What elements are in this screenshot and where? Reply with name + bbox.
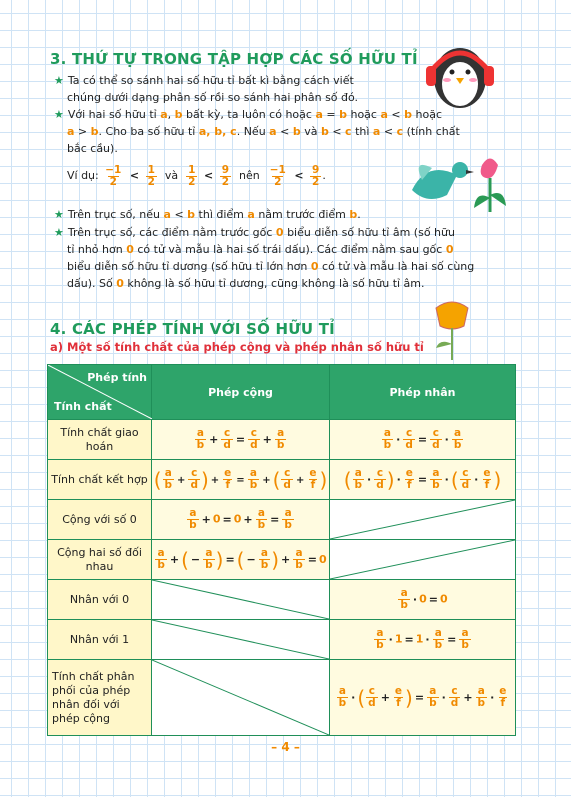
formula-mul-associative: ( $\frac{a}{b}$ · $\frac{c}{d}$ ) · $\frac{e}{f}$ = $\frac{a}{b}$ · ( $\frac{c}{d}$ · $\frac{e}{f}$ ): [330, 460, 516, 500]
header-addition: Phép cộng: [152, 365, 330, 420]
table-corner-cell: Phép tính Tính chất: [48, 365, 152, 420]
flower-icon: [428, 300, 476, 362]
empty-cell: [152, 620, 330, 660]
properties-table: [47, 364, 516, 736]
formula-add-opposites: $\frac{a}{b}$ + ( − $\frac{a}{b}$ ) = ( − $\frac{a}{b}$ ) + $\frac{a}{b}$ = 0: [152, 540, 330, 580]
formula-mul-commutative: $\frac{a}{b}$ · $\frac{c}{d}$ = $\frac{c}{d}$ · $\frac{a}{b}$: [330, 420, 516, 460]
example-line: Ví dụ: $\frac{-1}{2}$ < $\frac{1}{2}$ và $\frac{1}{2}$ < $\frac{9}{2}$ nên $\frac{-1}{2}$ < $\frac{9}{2}$ .: [67, 163, 326, 188]
empty-cell: [330, 500, 516, 540]
row-label-associative: Tính chất kết hợp: [48, 460, 152, 500]
bullet-3: ★ Trên trục số, nếu a < b thì điểm a nằm trước điểm b.: [54, 208, 361, 221]
row-label-mul-one: Nhân với 1: [48, 620, 152, 660]
header-multiplication: Phép nhân: [330, 365, 516, 420]
formula-mul-zero: $\frac{a}{b}$ · 0 = 0: [330, 580, 516, 620]
row-label-mul-zero: Nhân với 0: [48, 580, 152, 620]
empty-cell: [330, 540, 516, 580]
bullet-4: ★ Trên trục số, các điểm nằm trước gốc 0 biểu diễn số hữu tỉ âm (số hữu tỉ nhỏ hơn 0 có tử và mẫu là hai số trái dấu). Các điểm nằm sau gốc 0 biểu diễn số hữu tỉ dương (số hữu tỉ lớn hơn 0 có tử và mẫu là hai số cùng dấu). Số 0 không là số hữu tỉ dương, cũng không là số hữu tỉ âm.: [54, 226, 475, 290]
row-label-add-zero: Cộng với số 0: [48, 500, 152, 540]
section4-title: 4. CÁC PHÉP TÍNH VỚI SỐ HỮU TỈ: [50, 320, 335, 338]
formula-add-associative: ( $\frac{a}{b}$ + $\frac{c}{d}$ ) + $\frac{e}{f}$ = $\frac{a}{b}$ + ( $\frac{c}{d}$ + $\frac{e}{f}$ ): [152, 460, 330, 500]
star-icon: ★: [54, 226, 64, 239]
star-icon: ★: [54, 108, 64, 121]
star-icon: ★: [54, 74, 64, 87]
bullet-1: ★ Ta có thể so sánh hai số hữu tỉ bất kì bằng cách viết chúng dưới dạng phân số rồi so sánh hai phân số đó.: [54, 74, 359, 104]
formula-distributive: $\frac{a}{b}$ · ( $\frac{c}{d}$ + $\frac{e}{f}$ ) = $\frac{a}{b}$ · $\frac{c}{d}$ + $\frac{a}{b}$ · $\frac{e}{f}$: [330, 660, 516, 736]
empty-cell: [152, 580, 330, 620]
empty-cell: [152, 660, 330, 736]
section4-subtitle: a) Một số tính chất của phép cộng và phép nhân số hữu tỉ: [50, 340, 424, 354]
formula-add-commutative: $\frac{a}{b}$ + $\frac{c}{d}$ = $\frac{c}{d}$ + $\frac{a}{b}$: [152, 420, 330, 460]
row-label-commutative: Tính chất giao hoán: [48, 420, 152, 460]
formula-mul-one: $\frac{a}{b}$ · 1 = 1 · $\frac{a}{b}$ = $\frac{a}{b}$: [330, 620, 516, 660]
formula-add-zero: $\frac{a}{b}$ + 0 = 0 + $\frac{a}{b}$ = $\frac{a}{b}$: [152, 500, 330, 540]
bullet-2: ★ Với hai số hữu tỉ a, b bất kỳ, ta luôn có hoặc a = b hoặc a < b hoặc a > b. Cho ba số hữu tỉ a, b, c. Nếu a < b và b < c thì a < c (tính chất bắc cầu).: [54, 108, 460, 155]
section3-title: 3. THỨ TỰ TRONG TẬP HỢP CÁC SỐ HỮU TỈ: [50, 50, 418, 68]
star-icon: ★: [54, 208, 64, 221]
row-label-distributive: Tính chất phân phối của phép nhân đối với phép cộng: [48, 660, 152, 736]
row-label-opposites: Cộng hai số đối nhau: [48, 540, 152, 580]
page-number: – 4 –: [271, 740, 300, 754]
